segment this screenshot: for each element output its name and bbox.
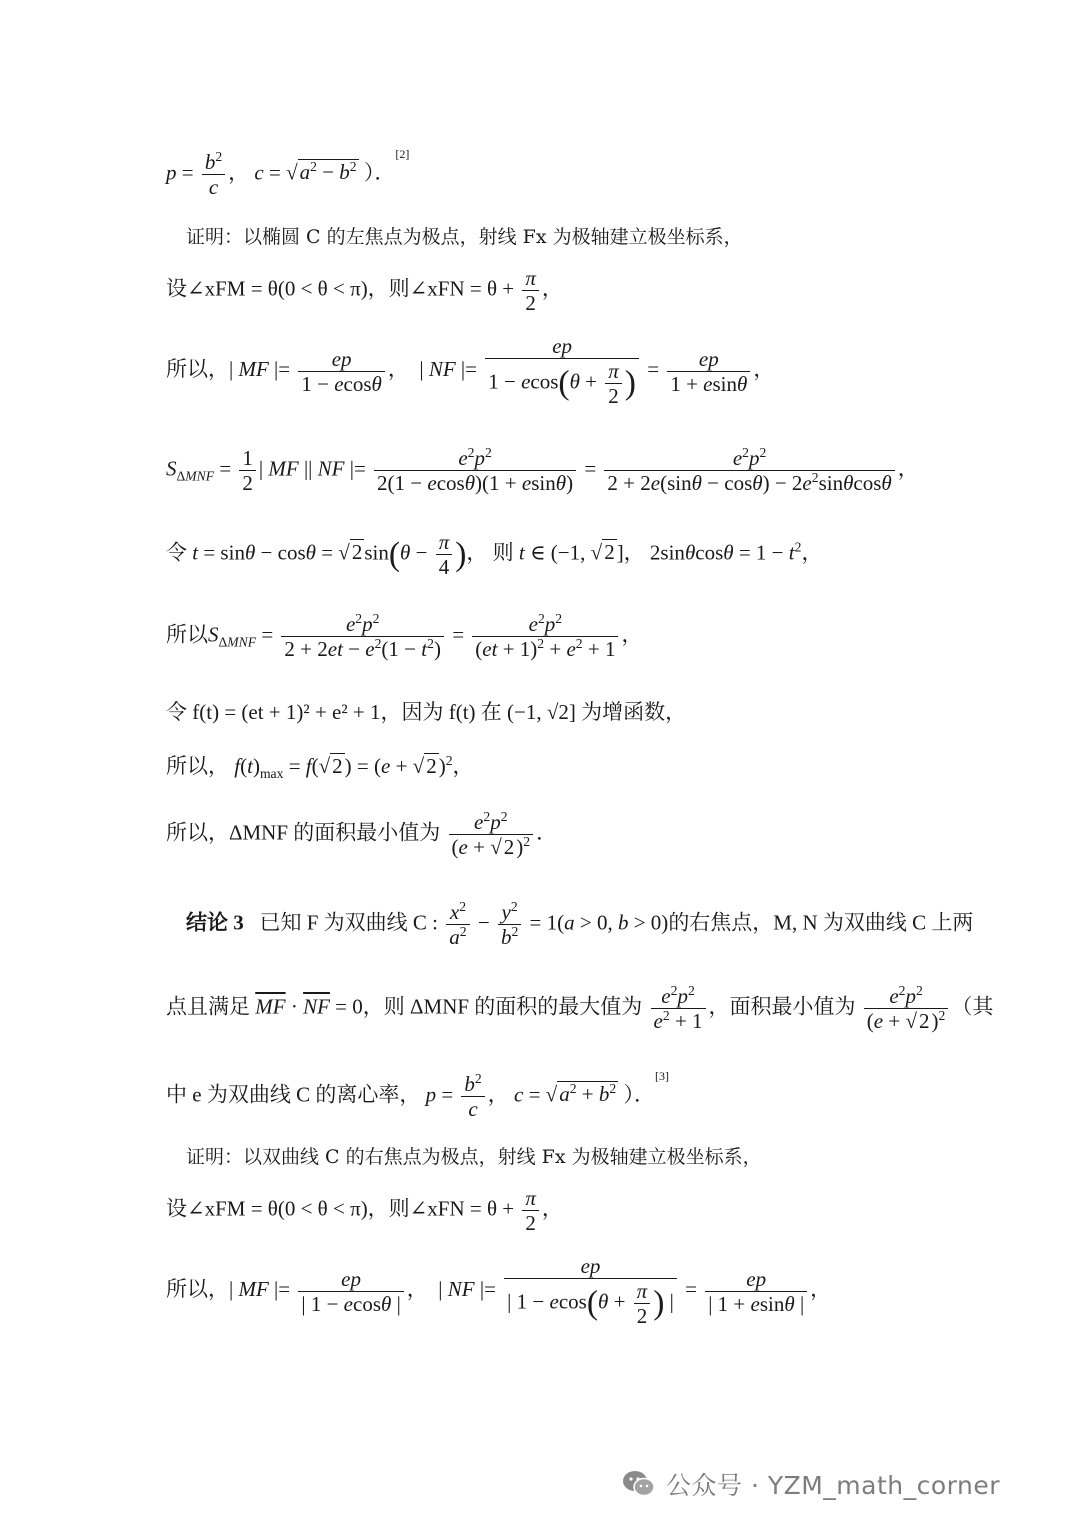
min-area-ellipse: 所以，ΔMNF 的面积最小值为 $\frac{e^2p^2}{(e + √2)^2}$ ． <box>166 809 558 860</box>
watermark-text: 公众号 · YZM_math_corner <box>666 1471 1001 1500</box>
mf-nf-hyperbola: 所以，| MF |= $\frac{ep}{| 1 - ecos\theta |}$ ， | NF |= ep | 1 − ecos(θ + $\frac{\pi}{2}$ ) | = $\frac{ep}{| 1 + esin\theta |}$ ， <box>166 1254 832 1329</box>
angle-setup-ellipse: 设∠xFM = θ(0 < θ < π)，则∠xFN = θ + $\frac{\pi}{2}$ ， <box>166 266 563 316</box>
area-in-t: 所以$S_{\Delta MNF}$ = $\frac{e^2p^2}{2 + 2et - e^2(1 - t^2)}$ = $\frac{e^2p^2}{(et + 1)^2 + e^2 + 1}$ ， <box>166 611 643 662</box>
f-increasing: 令 f(t) = (et + 1)² + e² + 1，因为 f(t) 在 (−1, √2] 为增函数， <box>166 700 687 724</box>
f-max: 所以， $f(t)_{max} = f(√2) = (e + √2)^2$， <box>166 753 474 782</box>
substitution-t: 令 t = sinθ − cosθ = √2sin(θ − $\frac{\pi}{4}$ )， 则 t ∈ (−1, √2]， $2\sin\theta\cos\theta = 1 - t^2$， <box>166 530 823 580</box>
proof-intro-ellipse: 证明：以椭圆 C 的左焦点为极点，射线 Fx 为极轴建立极坐标系， <box>186 226 743 248</box>
formula-p-c-ellipse: p = $\frac{b^2}{c}$ ， $c = √a^2 - b^2$ ）．[2] <box>166 147 410 200</box>
formula-p-c-hyperbola: 中 e 为双曲线 C 的离心率， p = $\frac{b^2}{c}$ ， $c = √a^2 + b^2$ ）．[3] <box>166 1069 669 1122</box>
proof-intro-hyperbola: 证明：以双曲线 C 的右焦点为极点，射线 Fx 为极轴建立极坐标系， <box>186 1146 762 1168</box>
wechat-icon <box>622 1469 656 1499</box>
angle-setup-hyperbola: 设∠xFM = θ(0 < θ < π)，则∠xFN = θ + $\frac{\pi}{2}$ ， <box>166 1186 563 1236</box>
watermark <box>622 1466 1000 1502</box>
conclusion-3: 结论 3 已知 F 为双曲线 C : $\frac{x^2}{a^2}$ − $\frac{y^2}{b^2}$ = 1(a > 0, b > 0)的右焦点，M, N 为双曲线 C 上两 <box>186 899 974 950</box>
conclusion-3-body: 点且满足 $\overline{MF} \cdot \overline{NF} = 0$，则 ΔMNF 的面积的最大值为 $\frac{e^2p^2}{e^2 + 1}$ ，面积最小值为 $\frac{e^2p^2}{(e + √2)^2}$ （其 <box>166 983 994 1034</box>
mf-nf-ellipse: 所以，| MF |= $\frac{ep}{1 - ecos\theta}$ ， | NF |= ep 1 − ecos(θ + $\frac{\pi}{2}$ ) = $\frac{ep}{1 + esin\theta}$ ， <box>166 334 775 409</box>
area-formula-ellipse: $S_{\Delta MNF}$ = $\frac{1}{2}$ | MF || NF |= $\frac{e^2p^2}{2(1 - ecos\theta)(1 + esin\theta)}$ = $\frac{e^2p^2}{2 + 2e(\sin\theta - \cos\theta) - 2e^2\sin\theta\cos\theta}$ ， <box>166 445 919 496</box>
